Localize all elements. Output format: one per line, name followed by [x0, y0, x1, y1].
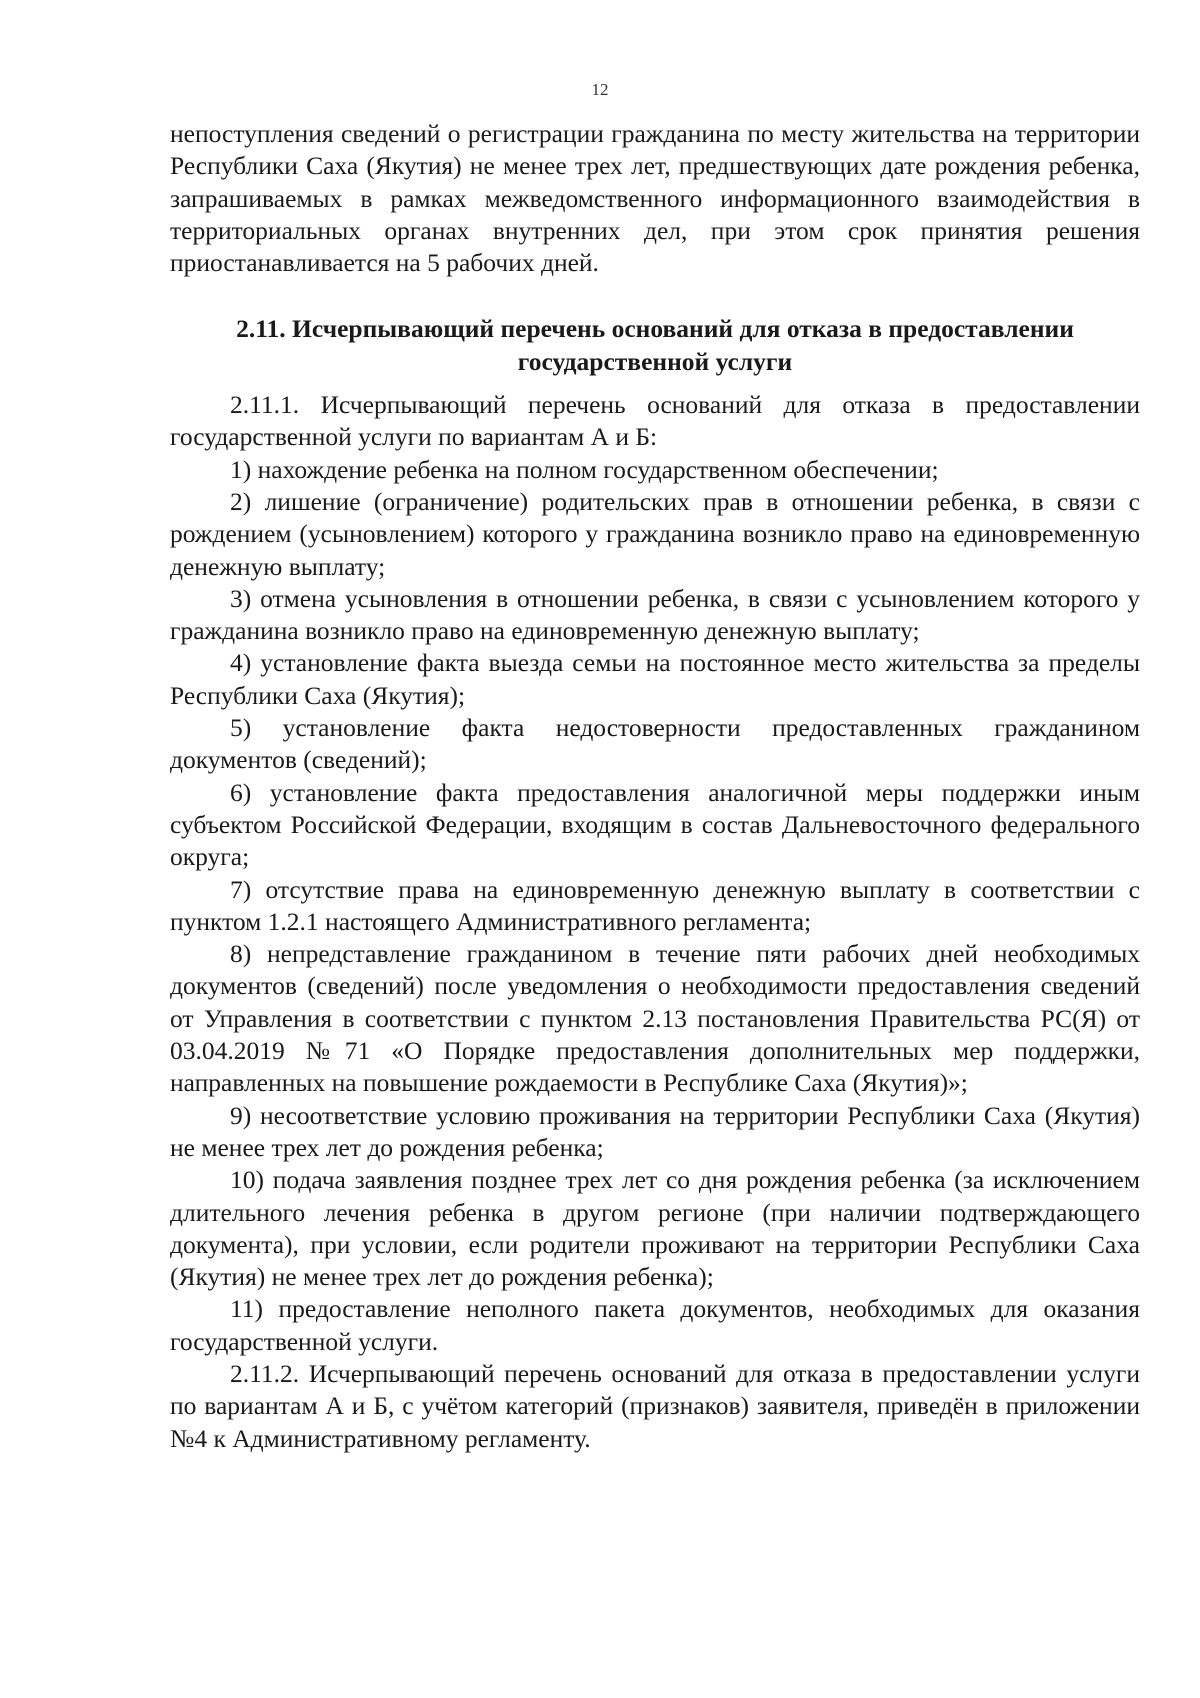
section-heading-line-2: государственной услуги: [517, 346, 793, 376]
section-heading: [170, 313, 1140, 378]
paragraph-2-11-1: 2.11.1. Исчерпывающий перечень оснований для отказа в предоставлении государственной услуги по вариантам А и Б:: [170, 390, 1140, 452]
list-item-6: 6) установление факта предоставления аналогичной меры поддержки иным субъектом Российской Федерации, входящим в состав Дальневосточного федерального округа;: [170, 777, 1140, 872]
continuation-paragraph: непоступления сведений о регистрации гражданина по месту жительства на территории Республики Саха (Якутия) не менее трех лет, предшествующих дате рождения ребенка, запрашиваемых в рамках межведомственного информационного взаимодействия в территориальных органах внутренних дел, при этом срок принятия решения приостанавливается на 5 рабочих дней.: [170, 119, 1140, 278]
list-item-9: 9) несоответствие условию проживания на территории Республики Саха (Якутия) не менее трех лет до рождения ребенка;: [170, 1100, 1140, 1162]
list-item-2: 2) лишение (ограничение) родительских прав в отношении ребенка, в связи с рождением (усыновлением) которого у гражданина возникло право на единовременную денежную выплату;: [170, 486, 1140, 581]
list-item-4: 4) установление факта выезда семьи на постоянное место жительства за пределы Республики Саха (Якутия);: [170, 648, 1140, 710]
list-item-1: 1) нахождение ребенка на полном государственном обеспечении;: [230, 454, 939, 484]
document-body: [170, 118, 1140, 1455]
list-item-7: 7) отсутствие права на единовременную денежную выплату в соответствии с пунктом 1.2.1 настоящего Административного регламента;: [170, 874, 1140, 936]
list-item-3: 3) отмена усыновления в отношении ребенка, в связи с усыновлением которого у гражданина возникло право на единовременную денежную выплату;: [170, 583, 1140, 646]
paragraph-2-11-2: 2.11.2. Исчерпывающий перечень оснований для отказа в предоставлении услуги по вариантам А и Б, с учётом категорий (признаков) заявителя, приведён в приложении №4 к Административному регламенту.: [170, 1358, 1140, 1453]
section-heading-line-1: 2.11. Исчерпывающий перечень оснований для отказа в предоставлении: [236, 314, 1074, 344]
list-item-10: 10) подача заявления позднее трех лет со дня рождения ребенка (за исключением длительного лечения ребенка в другом регионе (при наличии подтверждающего документа), при условии, если родители проживают на территории Республики Саха (Якутия) не менее трех лет до рождения ребенка);: [170, 1165, 1140, 1292]
list-item-11: 11) предоставление неполного пакета документов, необходимых для оказания государственной услуги.: [170, 1294, 1140, 1356]
list-item-8: 8) непредставление гражданином в течение пяти рабочих дней необходимых документов (сведений) после уведомления о необходимости предоставления сведений от Управления в соответствии с пунктом 2.13 постановления Правительства РС(Я) от 03.04.2019 №71 «О Порядке предоставления дополнительных мер поддержки, направленных на повышение рождаемости в Республике Саха (Якутия)»;: [170, 939, 1140, 1098]
list-item-5: 5) установление факта недостоверности предоставленных гражданином документов (сведений);: [170, 713, 1140, 775]
page-number: 12: [591, 80, 609, 99]
